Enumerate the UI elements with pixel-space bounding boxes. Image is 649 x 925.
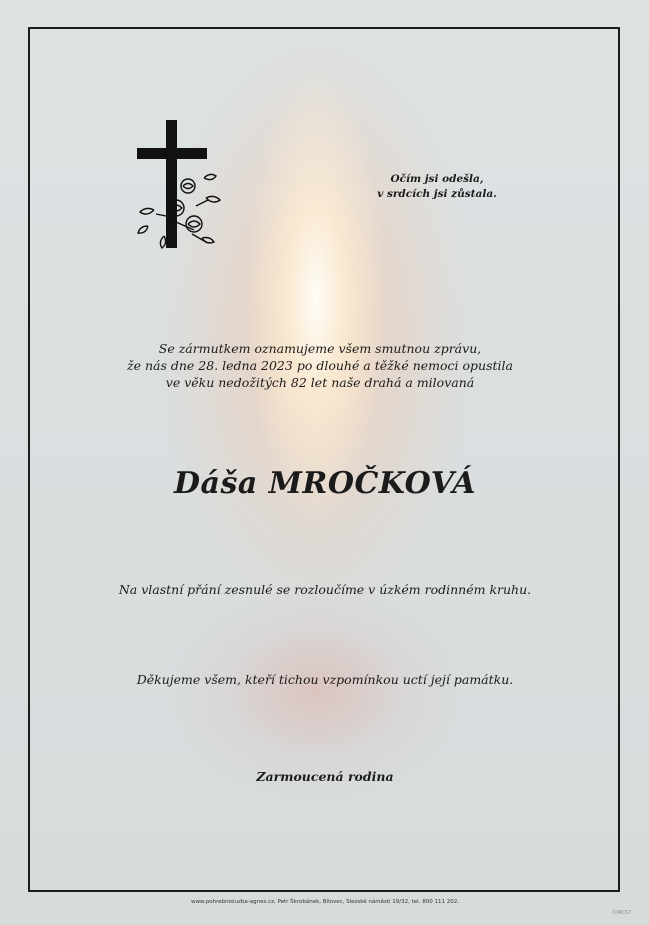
motto-line-1: Očím jsi odešla, [390,173,484,185]
announcement-text [80,340,560,391]
motto-verse [372,172,502,202]
motto-line-2: v srdcích jsi zůstala. [377,188,497,200]
announcement-line-3: ve věku nedožitých 82 let naše drahá a milovaná [165,375,475,390]
family-signature: Zarmoucená rodina [256,769,394,784]
announcement-line-2: že nás dne 28. ledna 2023 po dlouhé a těžké nemoci opustila [127,358,513,373]
farewell-note: Na vlastní přání zesnulé se rozloučíme v úzkém rodinném kruhu. [118,582,532,597]
announcement-line-1: Se zármutkem oznamujeme všem smutnou zprávu, [158,341,482,356]
print-mark: ©MCS7 [612,910,632,916]
cross-with-roses-icon [136,118,226,258]
deceased-name: Dáša MROČKOVÁ [174,466,476,501]
thanks-note: Děkujeme všem, kteří tichou vzpomínkou uctí její památku. [136,672,514,687]
black-border-frame [28,27,620,892]
funeral-service-footer: www.pohrebnisluzba-agnes.cz, Petr Škrobánek, Bílovec, Slezské náměstí 19/32, tel. 800 111 202. [191,899,459,905]
